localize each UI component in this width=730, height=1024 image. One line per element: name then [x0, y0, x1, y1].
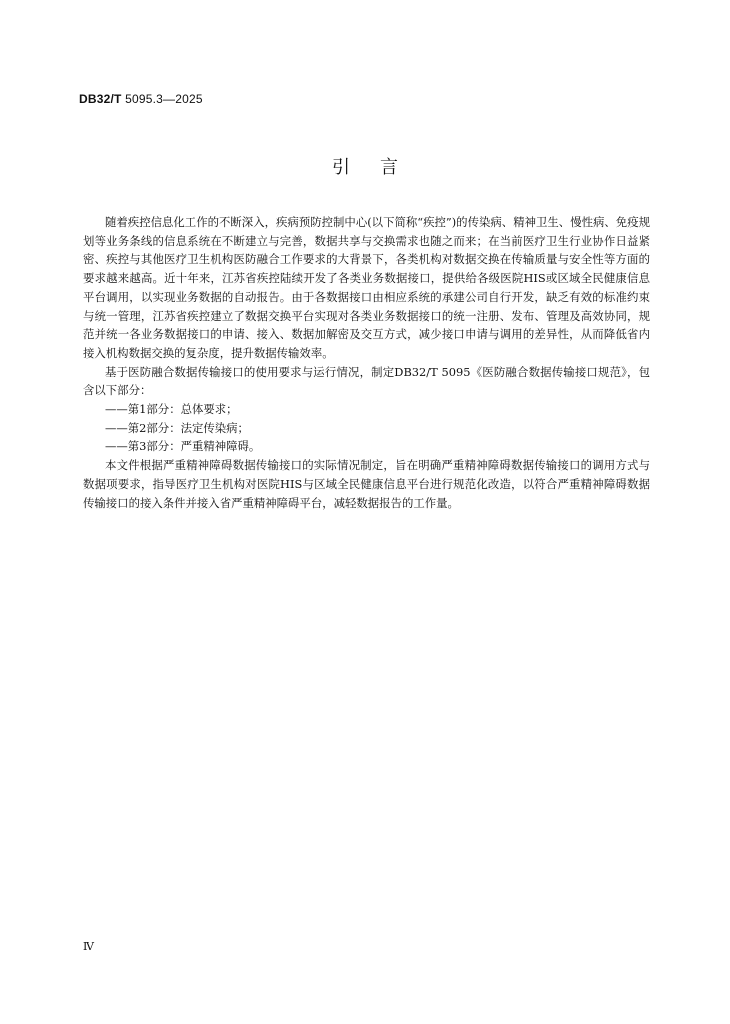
list-item: ——第1部分：总体要求； — [105, 402, 238, 417]
page-number: Ⅳ — [83, 940, 94, 953]
paragraph-background: 随着疾控信息化工作的不断深入，疾病预防控制中心(以下简称“疾控”)的传染病、精神卫生、慢性病、免疫规划等业务条线的信息系统在不断建立与完善，数据共享与交换需求也随之而来；在当前医疗卫生行业协作日益紧密、疾控与其他医疗卫生机构医防融合工作要求的大背景下，各类机构对数据交换在传输质量与安全性等方面的要求越来越高。近十年来，江苏省疾控陆续开发了各类业务数据接口，提供给各级医院HIS或区域全民健康信息平台调用，以实现业务数据的自动报告。由于各数据接口由相应系统的承建公司自行开发，缺乏有效的标准约束与统一管理，江苏省疾控建立了数据交换平台实现对各类业务数据接口的统一注册、发布、管理及高效协同，规范并统一各业务数据接口的申请、接入、数据加解密及交互方式，减少接口申请与调用的差异性，从而降低省内接入机构数据交换的复杂度，提升数据传输效率。 — [83, 215, 650, 360]
standard-number: 5095.3—2025 — [125, 92, 203, 106]
document-body — [83, 213, 650, 512]
paragraph-purpose: 本文件根据严重精神障碍数据传输接口的实际情况制定，旨在明确严重精神障碍数据传输接口的调用方式与数据项要求，指导医疗卫生机构对医院HIS与区域全民健康信息平台进行规范化改造，以符合严重精神障碍数据传输接口的接入条件并接入省严重精神障碍平台，减轻数据报告的工作量。 — [83, 458, 650, 510]
standard-code — [79, 92, 203, 106]
list-item: ——第2部分：法定传染病； — [105, 420, 249, 435]
paragraph-parts-intro: 基于医防融合数据传输接口的使用要求与运行情况，制定DB32/T 5095《医防融合数据传输接口规范》，包含以下部分： — [83, 364, 650, 398]
list-item: ——第3部分：严重精神障碍。 — [105, 439, 261, 454]
section-title: 引言 — [332, 157, 428, 178]
standard-prefix: DB32/T — [79, 92, 122, 106]
